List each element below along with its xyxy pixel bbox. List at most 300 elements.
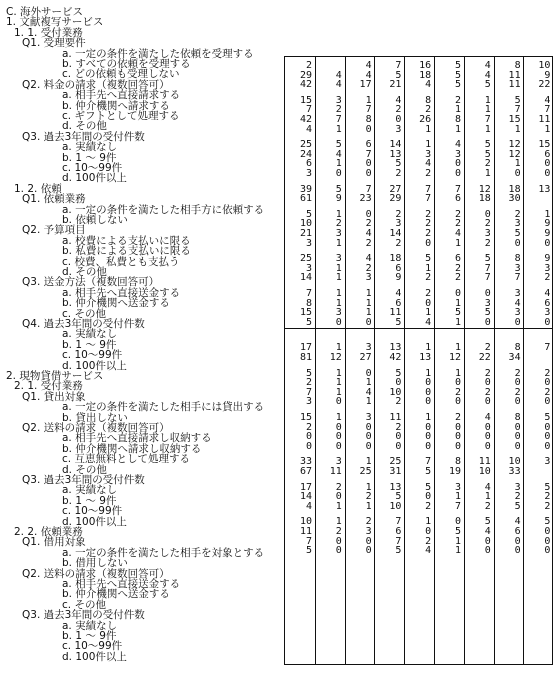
table-cell: 11 xyxy=(538,114,551,125)
table-cell: 3 xyxy=(335,307,342,319)
table-cell: 5 xyxy=(484,253,491,265)
table-cell: 27 xyxy=(389,183,402,195)
table-cell: 3 xyxy=(514,262,521,274)
table-cell: 5 xyxy=(454,307,461,319)
question-label: c. 10～99件 xyxy=(62,349,123,362)
table-cell: 7 xyxy=(514,272,521,284)
table-cell: 1 xyxy=(425,342,432,354)
table-cell: 1 xyxy=(454,316,461,328)
table-cell: 29 xyxy=(389,193,402,205)
question-label: a. 一定の条件を満たした相手を対象とする xyxy=(62,546,265,559)
table-cell: 3 xyxy=(305,237,312,249)
table-cell: 2 xyxy=(365,491,372,503)
table-cell: 0 xyxy=(484,316,491,328)
table-cell: 6 xyxy=(454,193,461,205)
table-cell: 2 xyxy=(305,377,312,389)
table-cell: 0 xyxy=(365,440,372,452)
table-cell: 5 xyxy=(484,148,491,160)
table-cell: 18 xyxy=(389,253,402,265)
table-cell: 39 xyxy=(299,183,312,195)
table-cell: 1 xyxy=(514,158,521,170)
table-cell: 1 xyxy=(365,456,372,468)
question-label: d. 100件以上 xyxy=(62,515,127,528)
table-cell: 11 xyxy=(508,79,521,91)
table-cell: 42 xyxy=(299,79,312,91)
table-cell: 10 xyxy=(389,500,402,512)
table-cell: 1 xyxy=(335,386,342,398)
table-cell: 9 xyxy=(544,69,551,81)
table-cell: 0 xyxy=(425,526,432,537)
table-cell: 1 xyxy=(484,123,491,135)
table-cell: 7 xyxy=(425,183,432,195)
table-cell: 27 xyxy=(359,352,372,363)
table-cell: 15 xyxy=(299,307,312,319)
table-cell: 1 xyxy=(365,396,372,408)
table-cell: 5 xyxy=(395,158,402,170)
question-label: Q1. 受理要件 xyxy=(22,37,86,50)
table-cell: 1 xyxy=(335,412,342,423)
table-cell: 1 xyxy=(425,123,432,135)
question-label: 1. 1. 受付業務 xyxy=(14,26,83,39)
table-cell: 12 xyxy=(478,183,491,195)
table-cell: 10 xyxy=(538,60,551,71)
table-cell: 2 xyxy=(514,386,521,398)
table-cell: 1 xyxy=(365,94,372,106)
table-cell: 4 xyxy=(365,69,372,81)
table-cell: 19 xyxy=(448,466,461,477)
question-label: Q4. 過去3年間の受付件数 xyxy=(22,318,145,330)
table-cell: 0 xyxy=(484,545,491,557)
table-cell: 0 xyxy=(454,516,461,528)
question-label: a. 校費による支払いに限る xyxy=(62,234,191,247)
table-cell: 4 xyxy=(365,228,372,239)
question-label: a. 一定の条件を満たした相手には貸出する xyxy=(62,401,265,414)
table-cell: 1 xyxy=(454,367,461,379)
table-cell: 0 xyxy=(365,545,372,557)
table-cell: 4 xyxy=(544,94,551,106)
question-label: C. 海外サービス xyxy=(6,6,84,18)
table-cell: 0 xyxy=(454,377,461,389)
table-cell: 5 xyxy=(544,412,551,423)
table-cell: 16 xyxy=(419,60,432,71)
table-cell: 5 xyxy=(454,79,461,91)
table-cell: 4 xyxy=(395,94,402,106)
table-cell: 1 xyxy=(454,342,461,354)
table-cell: 1 xyxy=(335,158,342,170)
table-cell: 12 xyxy=(508,139,521,151)
table-cell: 3 xyxy=(544,262,551,274)
table-cell: 8 xyxy=(425,94,432,106)
table-cell: 7 xyxy=(514,104,521,116)
table-cell: 11 xyxy=(508,69,521,81)
table-cell: 0 xyxy=(335,440,342,452)
table-cell: 25 xyxy=(389,456,402,468)
table-cell: 0 xyxy=(544,545,551,557)
table-cell: 6 xyxy=(395,526,402,537)
table-cell: 4 xyxy=(425,545,432,557)
table-cell: 6 xyxy=(514,526,521,537)
table-cell: 3 xyxy=(454,481,461,493)
table-cell: 5 xyxy=(544,516,551,528)
table-cell: 30 xyxy=(508,193,521,205)
question-label: b. 1 ～ 9件 xyxy=(62,630,117,642)
table-cell: 0 xyxy=(454,288,461,299)
table-cell: 4 xyxy=(484,69,491,81)
table-cell: 1 xyxy=(425,307,432,319)
table-cell: 0 xyxy=(395,114,402,125)
table-cell: 8 xyxy=(514,412,521,423)
table-cell: 12 xyxy=(508,148,521,160)
table-cell: 1 xyxy=(335,123,342,135)
table-cell: 10 xyxy=(299,218,312,230)
table-cell: 0 xyxy=(544,526,551,537)
table-cell: 1 xyxy=(335,342,342,354)
table-cell: 5 xyxy=(484,79,491,91)
table-cell: 6 xyxy=(454,253,461,265)
table-cell: 15 xyxy=(299,412,312,423)
table-cell: 1 xyxy=(365,500,372,512)
table-cell: 29 xyxy=(299,69,312,81)
table-cell: 5 xyxy=(514,228,521,239)
table-cell: 5 xyxy=(425,466,432,477)
table-cell: 10 xyxy=(299,516,312,528)
table-cell: 8 xyxy=(365,114,372,125)
table-cell: 3 xyxy=(365,526,372,537)
table-cell: 1 xyxy=(365,307,372,319)
question-label: 2. 2. 依頼業務 xyxy=(14,526,83,538)
table-cell: 0 xyxy=(425,237,432,249)
table-cell: 33 xyxy=(299,456,312,468)
table-cell: 4 xyxy=(305,500,312,512)
table-cell: 4 xyxy=(544,288,551,299)
table-cell: 0 xyxy=(514,431,521,443)
table-cell: 0 xyxy=(544,316,551,328)
table-cell: 0 xyxy=(365,535,372,547)
table-cell: 0 xyxy=(335,491,342,503)
question-label: b. 1 ～ 9件 xyxy=(62,494,117,507)
table-cell: 14 xyxy=(389,228,402,239)
table-cell: 11 xyxy=(478,456,491,468)
table-cell: 2 xyxy=(395,237,402,249)
table-cell: 6 xyxy=(365,139,372,151)
results-table xyxy=(284,56,553,665)
table-cell: 0 xyxy=(454,431,461,443)
table-cell: 1 xyxy=(335,288,342,299)
table-cell: 4 xyxy=(335,69,342,81)
table-cell: 5 xyxy=(395,316,402,328)
table-cell: 14 xyxy=(299,272,312,284)
table-cell: 7 xyxy=(484,114,491,125)
table-cell: 0 xyxy=(365,168,372,179)
table-cell: 8 xyxy=(454,114,461,125)
table-cell: 17 xyxy=(299,342,312,354)
question-label: Q3. 過去3年間の受付件数 xyxy=(22,474,145,486)
table-cell: 7 xyxy=(365,104,372,116)
table-cell: 0 xyxy=(365,123,372,135)
table-cell: 3 xyxy=(335,253,342,265)
table-cell: 1 xyxy=(454,297,461,309)
question-label: d. 100件以上 xyxy=(62,650,127,663)
table-cell: 2 xyxy=(454,208,461,220)
table-cell: 3 xyxy=(335,228,342,239)
question-label: c. 校費、私費とも支払う xyxy=(62,255,180,268)
table-cell: 61 xyxy=(299,193,312,205)
table-cell: 0 xyxy=(425,491,432,503)
table-cell: 5 xyxy=(484,516,491,528)
table-cell: 42 xyxy=(299,114,312,125)
question-label: c. 10～99件 xyxy=(62,640,123,653)
question-label: 2. 現物貸借サービス xyxy=(6,370,104,382)
table-cell: 0 xyxy=(544,421,551,433)
question-label: Q1. 借用対象 xyxy=(22,536,86,549)
table-cell: 10 xyxy=(478,466,491,477)
table-cell: 3 xyxy=(365,412,372,423)
table-cell: 0 xyxy=(305,431,312,443)
table-cell: 2 xyxy=(544,367,551,379)
table-cell: 3 xyxy=(544,456,551,468)
table-cell: 18 xyxy=(508,183,521,195)
table-cell: 1 xyxy=(454,491,461,503)
table-cell: 3 xyxy=(335,456,342,468)
table-cell: 1 xyxy=(425,412,432,423)
table-cell: 4 xyxy=(425,79,432,91)
table-cell: 7 xyxy=(454,183,461,195)
table-cell: 3 xyxy=(514,288,521,299)
table-cell: 2 xyxy=(365,516,372,528)
question-label: a. 相手先へ直接請求する xyxy=(62,89,181,102)
table-cell: 7 xyxy=(425,456,432,468)
table-cell: 3 xyxy=(335,94,342,106)
table-cell: 3 xyxy=(425,148,432,160)
table-cell: 5 xyxy=(395,545,402,557)
table-cell: 3 xyxy=(544,307,551,319)
table-cell: 3 xyxy=(305,168,312,179)
question-label: a. 実績なし xyxy=(62,484,118,497)
table-cell: 1 xyxy=(365,297,372,309)
table-cell: 6 xyxy=(544,148,551,160)
table-cell: 1 xyxy=(484,94,491,106)
table-cell: 21 xyxy=(389,79,402,91)
question-label: d. その他 xyxy=(62,266,107,278)
question-label: d. 100件以上 xyxy=(62,359,127,372)
table-cell: 0 xyxy=(514,316,521,328)
table-cell: 1 xyxy=(335,237,342,249)
table-cell: 2 xyxy=(335,218,342,230)
table-cell: 12 xyxy=(448,352,461,363)
table-cell: 2 xyxy=(335,104,342,116)
table-cell: 3 xyxy=(454,148,461,160)
table-cell: 23 xyxy=(359,193,372,205)
table-cell: 21 xyxy=(299,228,312,239)
table-cell: 4 xyxy=(514,516,521,528)
table-cell: 0 xyxy=(514,421,521,433)
table-cell: 2 xyxy=(305,60,312,71)
table-cell: 0 xyxy=(544,237,551,249)
table-cell: 4 xyxy=(365,60,372,71)
table-cell: 4 xyxy=(395,288,402,299)
table-cell: 0 xyxy=(484,208,491,220)
table-cell: 5 xyxy=(544,481,551,493)
question-label: 2. 1. 受付業務 xyxy=(14,380,83,393)
table-cell: 5 xyxy=(335,183,342,195)
table-cell: 3 xyxy=(305,262,312,274)
table-cell: 14 xyxy=(299,491,312,503)
table-cell: 4 xyxy=(425,158,432,170)
table-cell: 2 xyxy=(425,228,432,239)
table-cell: 0 xyxy=(484,377,491,389)
question-label: c. その他 xyxy=(62,598,106,611)
table-cell: 6 xyxy=(395,262,402,274)
table-cell: 7 xyxy=(305,535,312,547)
question-label: Q2. 料金の請求（複数回答可） xyxy=(22,78,170,91)
table-cell: 3 xyxy=(484,297,491,309)
question-label: b. すべての依頼を受理する xyxy=(62,58,191,70)
table-cell: 5 xyxy=(335,139,342,151)
question-label: Q3. 過去3年間の受付件数 xyxy=(22,130,145,143)
table-cell: 0 xyxy=(544,396,551,408)
table-cell: 4 xyxy=(484,412,491,423)
table-cell: 2 xyxy=(425,208,432,220)
table-cell: 4 xyxy=(305,123,312,135)
question-label: a. 一定の条件を満たした依頼を受理する xyxy=(62,47,254,60)
table-cell: 9 xyxy=(335,193,342,205)
table-cell: 0 xyxy=(544,168,551,179)
table-cell: 0 xyxy=(365,367,372,379)
table-cell: 34 xyxy=(508,352,521,363)
question-label: b. 私費による支払いに限る xyxy=(62,245,191,258)
table-cell: 7 xyxy=(395,535,402,547)
question-label: Q3. 過去3年間の受付件数 xyxy=(22,609,145,622)
table-cell: 1 xyxy=(335,367,342,379)
table-cell: 7 xyxy=(305,386,312,398)
question-label: c. 10～99件 xyxy=(62,505,123,518)
question-label: b. 仲介機関へ送金する xyxy=(62,588,170,601)
table-cell: 18 xyxy=(478,193,491,205)
table-cell: 7 xyxy=(365,148,372,160)
table-cell: 4 xyxy=(484,60,491,71)
table-cell: 24 xyxy=(299,148,312,160)
table-cell: 2 xyxy=(484,386,491,398)
table-cell: 6 xyxy=(305,158,312,170)
table-cell: 10 xyxy=(389,386,402,398)
table-cell: 0 xyxy=(425,396,432,408)
table-cell: 2 xyxy=(484,342,491,354)
table-cell: 6 xyxy=(544,297,551,309)
table-cell: 5 xyxy=(454,69,461,81)
table-cell: 8 xyxy=(514,60,521,71)
table-cell: 0 xyxy=(484,421,491,433)
table-cell: 1 xyxy=(335,208,342,220)
table-cell: 0 xyxy=(454,421,461,433)
table-cell: 33 xyxy=(508,466,521,477)
table-cell: 0 xyxy=(454,396,461,408)
table-cell: 81 xyxy=(299,352,312,363)
table-cell: 0 xyxy=(484,396,491,408)
table-cell: 1 xyxy=(335,500,342,512)
table-cell: 4 xyxy=(335,148,342,160)
table-cell: 0 xyxy=(514,535,521,547)
table-cell: 3 xyxy=(514,307,521,319)
table-cell: 1 xyxy=(454,104,461,116)
table-cell: 2 xyxy=(544,272,551,284)
table-cell: 2 xyxy=(544,386,551,398)
question-label: b. 1 ～ 9件 xyxy=(62,151,117,164)
table-cell: 2 xyxy=(425,218,432,230)
table-cell: 2 xyxy=(395,104,402,116)
question-label: c. 10～99件 xyxy=(62,162,123,174)
question-label: a. 相手先へ直接送金する xyxy=(62,286,181,299)
table-cell: 0 xyxy=(425,386,432,398)
table-cell: 2 xyxy=(454,218,461,230)
table-cell: 0 xyxy=(335,545,342,557)
table-cell: 4 xyxy=(365,253,372,265)
table-cell: 0 xyxy=(544,431,551,443)
table-cell: 0 xyxy=(365,316,372,328)
table-cell: 4 xyxy=(454,228,461,239)
question-label: b. 借用しない xyxy=(62,557,128,570)
table-cell: 2 xyxy=(365,262,372,274)
table-cell: 0 xyxy=(335,396,342,408)
table-cell: 2 xyxy=(365,237,372,249)
table-cell: 2 xyxy=(425,104,432,116)
table-cell: 5 xyxy=(514,500,521,512)
table-cell: 17 xyxy=(299,481,312,493)
table-cell: 14 xyxy=(389,139,402,151)
table-cell: 5 xyxy=(425,481,432,493)
table-cell: 2 xyxy=(544,500,551,512)
table-cell: 1 xyxy=(425,367,432,379)
table-cell: 7 xyxy=(395,516,402,528)
question-label: a. 相手先へ直接請求し収納する xyxy=(62,432,212,445)
table-cell: 0 xyxy=(335,316,342,328)
question-label: b. 仲介機関へ請求する xyxy=(62,99,170,112)
table-cell: 13 xyxy=(389,481,402,493)
table-cell: 9 xyxy=(395,272,402,284)
table-cell: 25 xyxy=(359,466,372,477)
table-cell: 1 xyxy=(365,481,372,493)
table-cell: 0 xyxy=(395,377,402,389)
table-cell: 3 xyxy=(395,218,402,230)
table-cell: 15 xyxy=(538,139,551,151)
table-cell: 5 xyxy=(425,253,432,265)
table-cell: 7 xyxy=(544,342,551,354)
table-cell: 2 xyxy=(454,94,461,106)
table-cell: 9 xyxy=(544,253,551,265)
table-cell: 2 xyxy=(335,526,342,537)
table-cell: 0 xyxy=(425,377,432,389)
table-cell: 5 xyxy=(454,526,461,537)
table-cell: 2 xyxy=(484,237,491,249)
table-cell: 31 xyxy=(389,466,402,477)
table-cell: 4 xyxy=(484,481,491,493)
table-cell: 0 xyxy=(335,431,342,443)
table-cell: 1 xyxy=(335,262,342,274)
table-cell: 0 xyxy=(514,396,521,408)
table-cell: 3 xyxy=(514,218,521,230)
table-cell: 13 xyxy=(538,183,551,195)
table-cell: 1 xyxy=(484,168,491,179)
table-cell: 2 xyxy=(395,208,402,220)
question-label: b. 仲介機関へ請求し収納する xyxy=(62,442,202,455)
table-cell: 0 xyxy=(365,158,372,170)
table-cell: 1 xyxy=(365,288,372,299)
table-cell: 0 xyxy=(544,535,551,547)
table-cell: 0 xyxy=(335,168,342,179)
table-cell: 0 xyxy=(395,431,402,443)
table-cell: 2 xyxy=(425,272,432,284)
table-cell: 13 xyxy=(419,352,432,363)
table-cell: 0 xyxy=(425,431,432,443)
